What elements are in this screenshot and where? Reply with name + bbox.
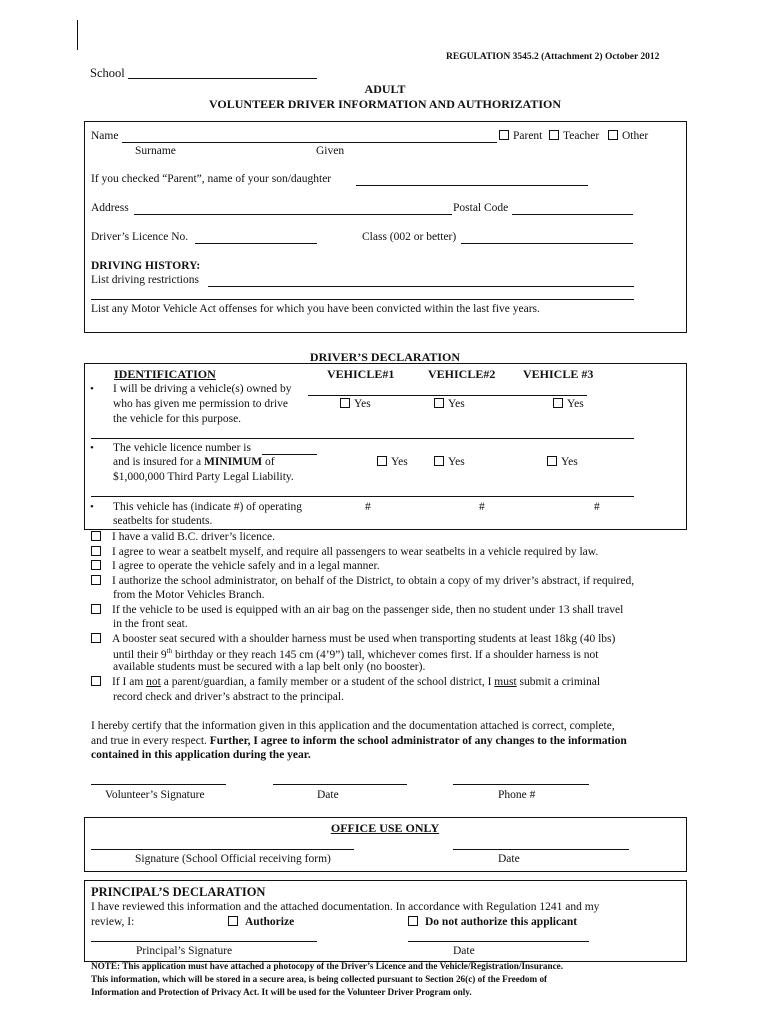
- v3-permission-yes[interactable]: Yes: [553, 398, 584, 410]
- role-other[interactable]: Other: [608, 130, 648, 142]
- checklist-item[interactable]: I authorize the school administrator, on behalf of the District, to obtain a copy of my driver’s abstract, if required,: [91, 575, 634, 587]
- bullet-icon: •: [90, 383, 94, 395]
- licence-number-line-1: The vehicle licence number is: [113, 442, 251, 454]
- licence-number-line-2: and is insured for a MINIMUM of: [113, 456, 275, 468]
- checklist-item[interactable]: I agree to wear a seatbelt myself, and require all passengers to wear seatbelts in a vehicle required by law.: [91, 546, 598, 558]
- checkbox-icon[interactable]: [91, 676, 101, 686]
- principal-line-1: I have reviewed this information and the attached documentation. In accordance with Regulation 1241 and my: [91, 901, 600, 913]
- checkbox-icon[interactable]: [340, 398, 350, 408]
- margin-mark: [77, 20, 78, 50]
- certify-line-1: I hereby certify that the information given in this application and the documentation attached is correct, complete,: [91, 720, 615, 732]
- class-label: Class (002 or better): [362, 231, 457, 243]
- checklist-item-cont: available students must be secured with a lap belt only (no booster).: [113, 661, 426, 673]
- volunteer-signature-caption: Volunteer’s Signature: [105, 789, 205, 801]
- note-line-3: Information and Protection of Privacy Act. It will be used for the Volunteer Driver Program only.: [91, 987, 472, 997]
- vehicle3-heading: VEHICLE #3: [523, 367, 594, 381]
- owner-line-2: who has given me permission to drive: [113, 398, 289, 410]
- checklist-item-cont: record check and driver’s abstract to the principal.: [113, 691, 344, 703]
- checkbox-icon[interactable]: [553, 398, 563, 408]
- checklist-item[interactable]: I agree to operate the vehicle safely and in a legal manner.: [91, 560, 380, 572]
- principal-date-field[interactable]: [408, 941, 589, 942]
- date-caption: Date: [317, 789, 339, 801]
- checkbox-icon[interactable]: [91, 560, 101, 570]
- v1-permission-yes[interactable]: Yes: [340, 398, 371, 410]
- note-line-2: This information, which will be stored in a secure area, is being collected pursuant to Section 26(c) of the Freedom of: [91, 974, 548, 984]
- v2-insured-yes[interactable]: Yes: [434, 456, 465, 468]
- office-date-field[interactable]: [453, 849, 629, 850]
- role-parent[interactable]: Parent: [499, 130, 542, 142]
- checkbox-icon[interactable]: [228, 916, 238, 926]
- owner-line-1: I will be driving a vehicle(s) owned by: [113, 383, 292, 395]
- restrictions-label: List driving restrictions: [91, 274, 199, 286]
- authorize-option[interactable]: Authorize: [228, 916, 294, 928]
- licence-field[interactable]: [195, 243, 317, 244]
- postal-code-field[interactable]: [512, 214, 633, 215]
- checkbox-icon[interactable]: [91, 575, 101, 585]
- owner-line-3: the vehicle for this purpose.: [113, 413, 242, 425]
- volunteer-signature-field[interactable]: [91, 784, 226, 785]
- checkbox-icon[interactable]: [608, 130, 618, 140]
- bullet-icon: •: [90, 442, 94, 454]
- restrictions-field-2[interactable]: [91, 299, 634, 300]
- given-caption: Given: [316, 145, 345, 157]
- checklist-item[interactable]: I have a valid B.C. driver’s licence.: [91, 531, 275, 543]
- vehicle1-heading: VEHICLE#1: [327, 367, 395, 381]
- vehicle2-heading: VEHICLE#2: [428, 367, 496, 381]
- page-title: VOLUNTEER DRIVER INFORMATION AND AUTHORIZATION: [208, 97, 562, 111]
- v1-insured-yes[interactable]: Yes: [377, 456, 408, 468]
- bullet-icon: •: [90, 501, 94, 513]
- checkbox-icon[interactable]: [434, 456, 444, 466]
- v1-seatbelts-count[interactable]: #: [365, 501, 371, 513]
- certify-line-3: contained in this application during the year.: [91, 749, 311, 761]
- principal-title: PRINCIPAL’S DECLARATION: [91, 885, 266, 899]
- divider-line: [91, 496, 634, 497]
- office-signature-field[interactable]: [91, 849, 354, 850]
- licence-number-field[interactable]: [262, 454, 317, 455]
- volunteer-date-field[interactable]: [273, 784, 407, 785]
- principal-line-2: review, I:: [91, 916, 135, 928]
- licence-label: Driver’s Licence No.: [91, 231, 189, 243]
- surname-caption: Surname: [135, 145, 176, 157]
- checkbox-icon[interactable]: [91, 633, 101, 643]
- checkbox-icon[interactable]: [499, 130, 509, 140]
- checklist-item[interactable]: If I am not a parent/guardian, a family member or a student of the school district, I must submit a criminal: [91, 676, 600, 688]
- checkbox-icon[interactable]: [91, 604, 101, 614]
- principal-date-caption: Date: [453, 945, 475, 957]
- name-field[interactable]: [122, 142, 497, 143]
- office-signature-caption: Signature (School Official receiving form): [135, 853, 331, 865]
- office-use-title: OFFICE USE ONLY: [330, 821, 440, 835]
- postal-code-label: Postal Code: [453, 202, 509, 214]
- checklist-item[interactable]: If the vehicle to be used is equipped with an air bag on the passenger side, then no student under 13 shall travel: [91, 604, 623, 616]
- checkbox-icon[interactable]: [377, 456, 387, 466]
- licence-number-line-3: $1,000,000 Third Party Legal Liability.: [113, 471, 294, 483]
- name-label: Name: [91, 130, 119, 142]
- checkbox-icon[interactable]: [91, 546, 101, 556]
- class-field[interactable]: [461, 243, 633, 244]
- checkbox-icon[interactable]: [408, 916, 418, 926]
- checkbox-icon[interactable]: [91, 531, 101, 541]
- office-date-caption: Date: [498, 853, 520, 865]
- child-name-field[interactable]: [356, 185, 588, 186]
- regulation-header: REGULATION 3545.2 (Attachment 2) October 2012: [446, 52, 660, 62]
- title-adult: ADULT: [364, 82, 406, 96]
- driving-history-heading: DRIVING HISTORY:: [91, 260, 201, 272]
- v3-insured-yes[interactable]: Yes: [547, 456, 578, 468]
- parent-question: If you checked “Parent”, name of your son/daughter: [91, 173, 332, 185]
- checkbox-icon[interactable]: [434, 398, 444, 408]
- checklist-item-cont: until their 9th birthday or they reach 145 cm (4’9”) tall, whichever comes first. If a shoulder harness is not: [113, 647, 599, 661]
- owner-field[interactable]: [308, 395, 587, 396]
- phone-caption: Phone #: [498, 789, 536, 801]
- school-label: School: [90, 66, 125, 80]
- certify-line-2: and true in every respect. Further, I agree to inform the school administrator of any changes to the information: [91, 735, 627, 747]
- checkbox-icon[interactable]: [549, 130, 559, 140]
- address-label: Address: [91, 202, 129, 214]
- volunteer-phone-field[interactable]: [453, 784, 589, 785]
- role-teacher[interactable]: Teacher: [549, 130, 599, 142]
- principal-signature-field[interactable]: [91, 941, 317, 942]
- divider-line: [91, 438, 634, 439]
- v3-seatbelts-count[interactable]: #: [594, 501, 600, 513]
- declaration-title: DRIVER’S DECLARATION: [309, 350, 461, 364]
- do-not-authorize-option[interactable]: Do not authorize this applicant: [408, 916, 577, 928]
- checklist-item-cont: from the Motor Vehicles Branch.: [113, 589, 265, 601]
- seatbelts-line-1: This vehicle has (indicate #) of operating: [113, 501, 303, 513]
- identification-heading: IDENTIFICATION: [114, 367, 216, 381]
- checkbox-icon[interactable]: [547, 456, 557, 466]
- v2-permission-yes[interactable]: Yes: [434, 398, 465, 410]
- school-field[interactable]: [128, 78, 317, 79]
- seatbelts-line-2: seatbelts for students.: [113, 515, 213, 527]
- checklist-item[interactable]: A booster seat secured with a shoulder harness must be used when transporting students at least 18kg (40 lbs): [91, 633, 615, 645]
- checklist-item-cont: in the front seat.: [113, 618, 188, 630]
- principal-signature-caption: Principal’s Signature: [136, 945, 233, 957]
- restrictions-field[interactable]: [208, 286, 634, 287]
- offenses-label: List any Motor Vehicle Act offenses for which you have been convicted within the last five years.: [91, 303, 540, 315]
- address-field[interactable]: [134, 214, 452, 215]
- v2-seatbelts-count[interactable]: #: [479, 501, 485, 513]
- note-line-1: NOTE: This application must have attached a photocopy of the Driver’s Licence and the Vehicle/Registration/Insurance.: [91, 961, 564, 971]
